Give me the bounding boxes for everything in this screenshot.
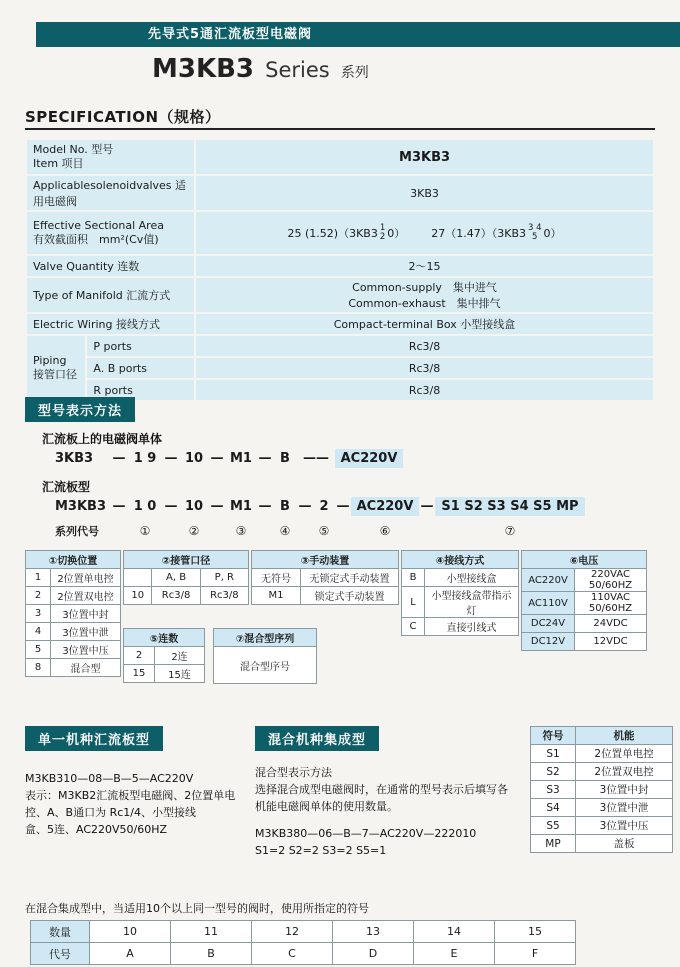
series-model: M3KB3	[152, 54, 255, 84]
t1-r4-code: 4	[26, 623, 51, 641]
mf-seg-wiring: B	[280, 499, 290, 514]
piping-label	[27, 336, 85, 400]
t5-title: ⑤连数	[124, 629, 205, 647]
piping-label-cn: 接管口径	[33, 368, 77, 381]
marker-2: ②	[188, 524, 200, 538]
model-code-heading: 型号表示方法	[25, 397, 135, 422]
single-type-text	[25, 770, 247, 838]
code-d: D	[333, 943, 414, 965]
t1-r5-label: 3位置中压	[51, 641, 121, 659]
t1-r3-label: 3位置中封	[51, 605, 121, 623]
spec-row-wiring	[27, 314, 653, 334]
qty-h: 数量	[31, 921, 90, 943]
qty-row	[31, 921, 576, 943]
mf-seg-stations: 2	[319, 499, 329, 514]
t1-r6-code: 8	[26, 659, 51, 677]
area-g2-stack	[528, 224, 542, 243]
t4-r1-code: B	[402, 569, 425, 587]
sym-r3-code: S3	[531, 781, 576, 799]
area-g2-prefix: 27（1.47）（3KB3	[431, 227, 526, 240]
single-line-1: M3KB310—08—B—5—AC220V	[25, 772, 194, 785]
port-ab-value: Rc3/8	[196, 358, 653, 378]
qty-15: 15	[495, 921, 576, 943]
area-g1-stack	[380, 224, 385, 243]
single-type-heading: 单一机种汇流板型	[25, 726, 163, 751]
marker-6: ⑥	[379, 524, 391, 538]
spec-rule	[25, 128, 655, 130]
mixed-line-2: 选择混合成型电磁阀时，在通常的型号表示后填写各	[255, 783, 508, 797]
sym-r3-label: 3位置中封	[576, 781, 673, 799]
unit-dash-4: —	[258, 451, 272, 466]
t4-r3-label: 直接引线式	[425, 618, 519, 636]
area-group-2	[431, 224, 561, 243]
t4-title: ④接线方式	[402, 551, 519, 569]
spec-row-piping-p	[27, 336, 653, 356]
table-wiring-type	[401, 550, 519, 636]
t3-r2-code: M1	[252, 587, 301, 605]
port-r-label: R ports	[87, 380, 194, 400]
mixed-type-heading: 混合机种集成型	[255, 726, 379, 751]
spec-heading: SPECIFICATION（规格）	[25, 108, 221, 126]
t1-r2-code: 2	[26, 587, 51, 605]
table-mixed-sequence	[213, 628, 317, 684]
single-line-4: 盒、5连、AC220V50/60HZ	[25, 823, 168, 837]
mf-dash-4: —	[258, 499, 272, 514]
spec-row-applicable	[27, 176, 653, 210]
manifold-value	[196, 278, 653, 312]
area-g1-bottom: 2	[379, 232, 386, 242]
t2-sub-blank	[124, 569, 152, 587]
mf-dash-3: —	[210, 499, 224, 514]
t1-r4-label: 3位置中泄	[51, 623, 121, 641]
mf-seg-mix: S1 S2 S3 S4 S5 MP	[435, 497, 585, 516]
series-code-label: 系列代号	[55, 525, 99, 538]
unit-dash-2: —	[164, 451, 178, 466]
t7-title: ⑦混合型序列	[214, 629, 317, 647]
area-label-cn: 有效截面积 mm²(Cv值)	[33, 233, 159, 246]
port-ab-label: A. B ports	[87, 358, 194, 378]
t5-r2-label: 15连	[155, 665, 205, 683]
mixed-example-2: S1=2 S2=2 S3=2 S5=1	[255, 844, 387, 858]
t4-r1-label: 小型接线盒	[425, 569, 519, 587]
t6-r3-label: 24VDC	[575, 615, 647, 633]
t2-sub-pr: P, R	[200, 569, 248, 587]
t1-r5-code: 5	[26, 641, 51, 659]
table-manual-device	[251, 550, 399, 605]
t4-r3-code: C	[402, 618, 425, 636]
manifold-label: Type of Manifold 汇流方式	[27, 278, 194, 312]
marker-1: ①	[139, 524, 151, 538]
area-g2-top: 3 4	[528, 222, 542, 233]
area-g2-bottom: 5	[532, 232, 538, 242]
code-row	[31, 943, 576, 965]
bottom-section	[0, 712, 680, 902]
area-value-groups	[202, 224, 647, 243]
area-label-en: Effective Sectional Area	[33, 219, 164, 233]
applicable-value: 3KB3	[196, 176, 653, 210]
sym-r6-label: 盖板	[576, 835, 673, 853]
t5-r2-code: 15	[124, 665, 155, 683]
quantity-label: Valve Quantity 连数	[27, 256, 194, 276]
banner-title: 先导式5通汇流板型电磁阀	[148, 27, 313, 42]
qty-10: 10	[90, 921, 171, 943]
t1-r3-code: 3	[26, 605, 51, 623]
area-value	[196, 212, 653, 254]
sym-h1: 符号	[531, 727, 576, 745]
spec-row-header	[27, 140, 653, 174]
table-voltage	[521, 550, 647, 651]
unit-seg-position: 1 9	[133, 451, 157, 466]
t6-r2-label: 110VAC 50/60HZ	[575, 592, 647, 615]
qty-14: 14	[414, 921, 495, 943]
mf-dash-7: —	[420, 499, 434, 514]
sym-r4-code: S4	[531, 799, 576, 817]
area-label	[27, 212, 194, 254]
code-c: C	[252, 943, 333, 965]
sym-r5-label: 3位置中压	[576, 817, 673, 835]
mixed-example: M3KB380—06—B—7—AC220V—222010	[255, 827, 477, 841]
t4-r2-label: 小型接线盒带指示灯	[425, 587, 519, 618]
t6-r3-code: DC24V	[522, 615, 575, 633]
unit-dash-1: —	[112, 451, 126, 466]
code-e: E	[414, 943, 495, 965]
mf-seg-position: 1 0	[133, 499, 157, 514]
port-p-label: P ports	[87, 336, 194, 356]
area-g1-prefix: 25 (1.52)（3KB3	[287, 227, 378, 240]
mf-dash-6: —	[336, 499, 350, 514]
t6-r2-code: AC110V	[522, 592, 575, 615]
sym-r6-code: MP	[531, 835, 576, 853]
mixed-line-3: 机能电磁阀单体的使用数量。	[255, 800, 398, 814]
code-f: F	[495, 943, 576, 965]
t2-title: ②接管口径	[124, 551, 249, 569]
manifold-type-label: 汇流板型	[42, 480, 91, 494]
unit-dash-3: —	[210, 451, 224, 466]
mf-seg-port: 10	[184, 499, 204, 514]
unit-model-code	[55, 449, 403, 468]
spec-row-area	[27, 212, 653, 254]
mf-dash-1: —	[112, 499, 126, 514]
port-p-value: Rc3/8	[196, 336, 653, 356]
spec-table	[25, 138, 655, 402]
spec-row-manifold	[27, 278, 653, 312]
t3-title: ③手动装置	[252, 551, 399, 569]
piping-label-en: Piping	[33, 354, 67, 368]
t1-r6-label: 混合型	[51, 659, 121, 677]
area-g1-top: 1	[379, 222, 386, 233]
wiring-label: Electric Wiring 接线方式	[27, 314, 194, 334]
t1-title: ①切换位置	[26, 551, 121, 569]
mf-seg-model: M3KB3	[55, 499, 107, 514]
t2-r1-pr: Rc3/8	[200, 587, 248, 605]
spec-header-label	[27, 140, 194, 174]
t2-r1-ab: Rc3/8	[152, 587, 200, 605]
unit-seg-wiring: B	[280, 451, 290, 466]
sym-r5-code: S5	[531, 817, 576, 835]
series-cn: 系列	[340, 65, 369, 81]
spec-row-piping-ab	[27, 358, 653, 378]
manifold-model-code	[55, 497, 585, 516]
unit-seg-manual: M1	[230, 451, 252, 466]
marker-3: ③	[235, 524, 247, 538]
wiring-value: Compact-terminal Box 小型接线盒	[196, 314, 653, 334]
spec-header-item: Item 项目	[33, 157, 84, 170]
manifold-exhaust: Common-exhaust 集中排气	[348, 297, 501, 310]
applicable-label: Applicablesolenoidvalves 适用电磁阀	[27, 176, 194, 210]
table-port-size	[123, 550, 249, 605]
t3-r2-label: 锁定式手动装置	[301, 587, 399, 605]
qty-12: 12	[252, 921, 333, 943]
area-g2-suffix: 0）	[543, 227, 562, 240]
sym-r1-label: 2位置单电控	[576, 745, 673, 763]
sym-r1-code: S1	[531, 745, 576, 763]
spec-row-quantity	[27, 256, 653, 276]
sym-h2: 机能	[576, 727, 673, 745]
manifold-supply: Common-supply 集中进气	[352, 281, 497, 294]
t5-r1-label: 2连	[155, 647, 205, 665]
quantity-code-table	[30, 920, 576, 965]
marker-7: ⑦	[504, 524, 516, 538]
unit-seg-port: 10	[184, 451, 204, 466]
mf-seg-voltage: AC220V	[351, 497, 419, 516]
mixed-line-1: 混合型表示方法	[255, 766, 332, 779]
unit-valve-label: 汇流板上的电磁阀单体	[42, 432, 163, 446]
quantity-value: 2～15	[196, 256, 653, 276]
qty-13: 13	[333, 921, 414, 943]
mf-dash-5: —	[298, 499, 312, 514]
t6-r1-label: 220VAC 50/60HZ	[575, 569, 647, 592]
mixed-note: 在混合集成型中，当适用10个以上同一型号的阀时，使用所指定的符号	[25, 902, 369, 915]
area-group-1	[288, 224, 406, 243]
code-b: B	[171, 943, 252, 965]
t3-r1-label: 无锁定式手动装置	[301, 569, 399, 587]
area-g1-suffix: 0）	[387, 227, 406, 240]
sym-r4-label: 3位置中泄	[576, 799, 673, 817]
mixed-type-text	[255, 764, 519, 859]
sym-r2-code: S2	[531, 763, 576, 781]
mf-dash-2: —	[164, 499, 178, 514]
series-title	[152, 54, 369, 84]
mf-seg-manual: M1	[230, 499, 252, 514]
t1-r1-code: 1	[26, 569, 51, 587]
t6-r1-code: AC220V	[522, 569, 575, 592]
t2-r1-code: 10	[124, 587, 152, 605]
unit-seg-voltage: AC220V	[335, 449, 403, 468]
t5-r1-code: 2	[124, 647, 155, 665]
t1-r1-label: 2位置单电控	[51, 569, 121, 587]
t2-sub-ab: A, B	[152, 569, 200, 587]
t6-r4-code: DC12V	[522, 633, 575, 651]
table-stations	[123, 628, 205, 683]
t6-r4-label: 12VDC	[575, 633, 647, 651]
t1-r2-label: 2位置双电控	[51, 587, 121, 605]
option-tables	[25, 550, 657, 692]
marker-4: ④	[279, 524, 291, 538]
unit-dash-long: ——	[303, 451, 329, 466]
single-line-2: 表示：M3KB2汇流板型电磁阀、2位置单电	[25, 789, 236, 803]
series-code-markers	[55, 523, 585, 539]
code-a: A	[90, 943, 171, 965]
qty-11: 11	[171, 921, 252, 943]
t6-title: ⑥电压	[522, 551, 647, 569]
marker-5: ⑤	[318, 524, 330, 538]
t4-r2-code: L	[402, 587, 425, 618]
unit-seg-model: 3KB3	[55, 451, 94, 466]
port-r-value: Rc3/8	[196, 380, 653, 400]
code-h: 代号	[31, 943, 90, 965]
spec-header-value: M3KB3	[196, 140, 653, 174]
spec-header-model-no: Model No. 型号	[33, 143, 114, 157]
table-switch-position	[25, 550, 121, 677]
single-line-3: 控、A、B通口为 Rc1/4、小型接线	[25, 806, 196, 820]
t3-r1-code: 无符号	[252, 569, 301, 587]
sym-r2-label: 2位置双电控	[576, 763, 673, 781]
series-en: Series	[265, 58, 330, 82]
symbol-table	[530, 726, 673, 853]
top-banner	[36, 22, 680, 47]
t7-body: 混合型序号	[214, 647, 317, 684]
